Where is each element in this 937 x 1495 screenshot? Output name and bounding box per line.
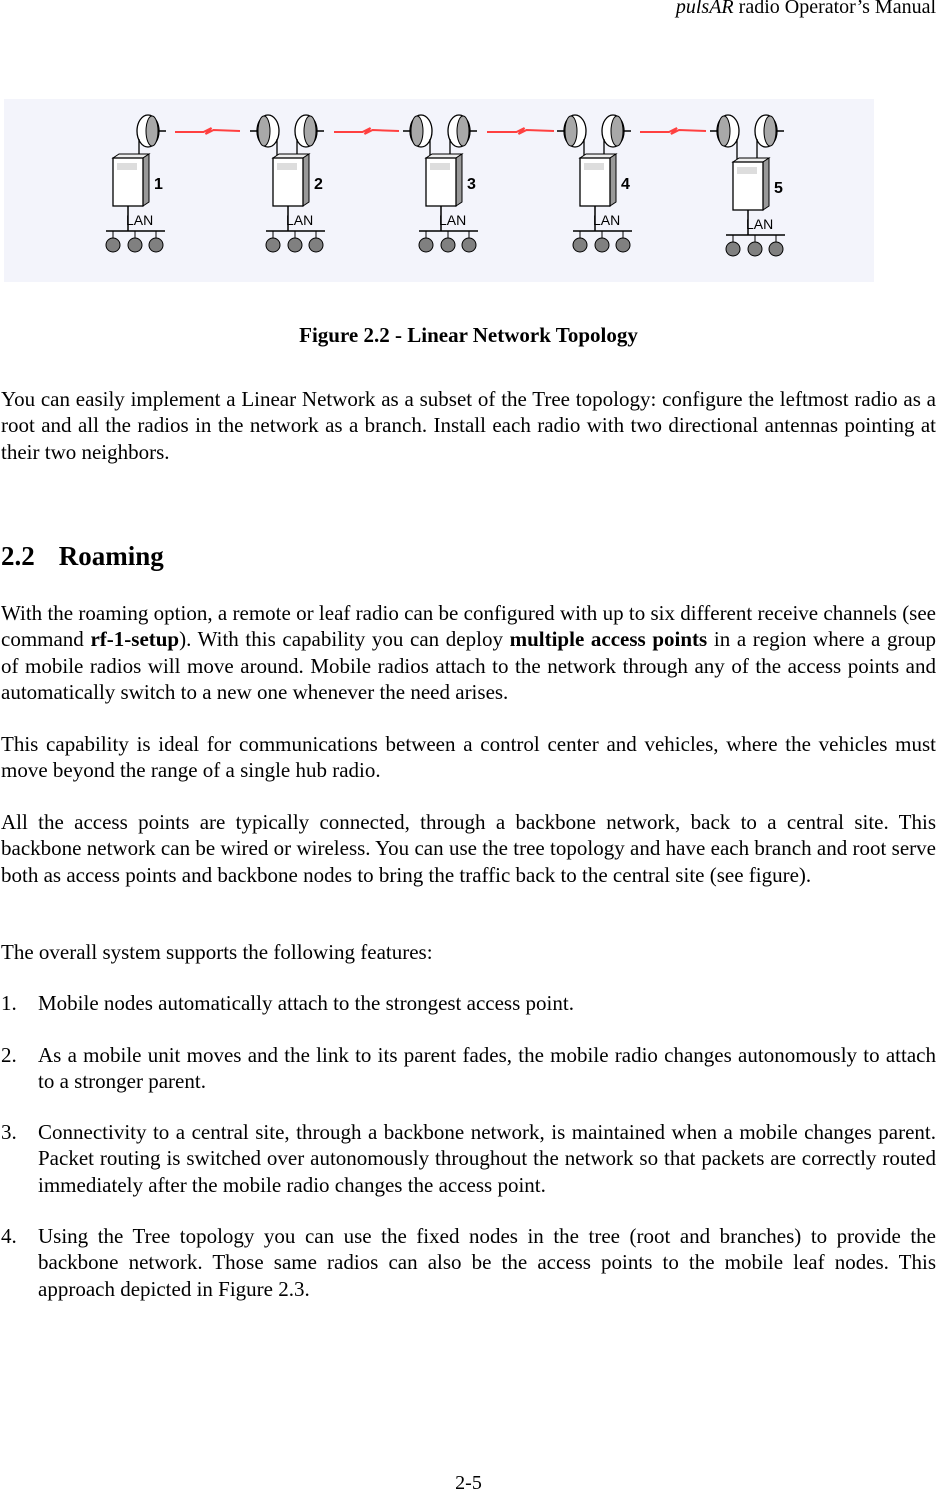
list-item: 2. As a mobile unit moves and the link to its parent fades, the mobile radio changes autonomously to attach to a stronger parent.	[1, 1043, 936, 1094]
lan-host-icon	[595, 238, 609, 252]
node-number: 3	[467, 176, 476, 193]
lan-host-icon	[441, 238, 455, 252]
list-item: 4. Using the Tree topology you can use the fixed nodes in the tree (root and branches) to provide the backbone network. Those same radios can also be the access points to the mobile leaf nodes. This approach depicted in Figure 2.3.	[1, 1224, 936, 1301]
figure-caption: Figure 2.2 - Linear Network Topology	[299, 323, 638, 347]
node-number: 4	[621, 176, 630, 193]
linear-topology-figure	[4, 99, 874, 282]
lan-label: LAN	[746, 216, 774, 232]
lan-host-icon	[748, 242, 762, 256]
lan-label: LAN	[439, 212, 467, 228]
command-name: rf-1-setup	[90, 627, 180, 652]
section-title: Roaming	[58, 541, 164, 571]
lan-host-icon	[106, 238, 120, 252]
lan-label: LAN	[286, 212, 314, 228]
section-number: 2.2	[1, 541, 35, 571]
lan-host-icon	[573, 238, 587, 252]
lan-host-icon	[419, 238, 433, 252]
lan-host-icon	[462, 238, 476, 252]
bold-term: multiple access points	[509, 627, 708, 652]
lan-label: LAN	[126, 212, 154, 228]
paragraph-linear: You can easily implement a Linear Network as a subset of the Tree topology: configure the leftmost radio as a root and all the radios in the network as a branch. Install each radio with two directional antennas pointing at their two neighbors.	[1, 387, 936, 464]
node-number: 2	[314, 176, 323, 193]
paragraph-capability: This capability is ideal for communications between a control center and vehicles, where the vehicles must move beyond the range of a single hub radio.	[1, 732, 936, 783]
lan-host-icon	[769, 242, 783, 256]
paragraph-roaming: With the roaming option, a remote or leaf radio can be configured with up to six different receive channels (see command rf-1-setup). With this capability you can deploy multiple access points in a region where a group of mobile radios will move around. Mobile radios attach to the network through any of the access points and automatically switch to a new one whenever the need arises.	[1, 601, 937, 705]
lan-label: LAN	[593, 212, 621, 228]
paragraph-features: The overall system supports the following features:	[1, 940, 433, 964]
lan-host-icon	[616, 238, 630, 252]
running-header	[676, 0, 936, 19]
header-title: radio Operator’s Manual	[733, 0, 936, 18]
lan-host-icon	[288, 238, 302, 252]
section-heading	[1, 541, 164, 572]
lan-host-icon	[149, 238, 163, 252]
paragraph-backbone: All the access points are typically connected, through a backbone network, back to a central site. This backbone network can be wired or wireless. You can use the tree topology and have each branch and root serve both as access points and backbone nodes to bring the traffic back to the central site (see figure).	[1, 810, 936, 887]
node-number: 5	[774, 180, 783, 197]
list-item: 1. Mobile nodes automatically attach to the strongest access point.	[1, 991, 574, 1015]
lan-host-icon	[309, 238, 323, 252]
lan-host-icon	[726, 242, 740, 256]
lan-host-icon	[128, 238, 142, 252]
node-number: 1	[154, 176, 163, 193]
page-number: 2-5	[455, 1472, 482, 1494]
list-item: 3. Connectivity to a central site, through a backbone network, is maintained when a mobile changes parent. Packet routing is switched over autonomously throughout the network so that packets are correctly routed immediately after the mobile radio changes the access point.	[1, 1120, 936, 1197]
lan-host-icon	[266, 238, 280, 252]
header-product: pulsAR	[675, 0, 734, 18]
